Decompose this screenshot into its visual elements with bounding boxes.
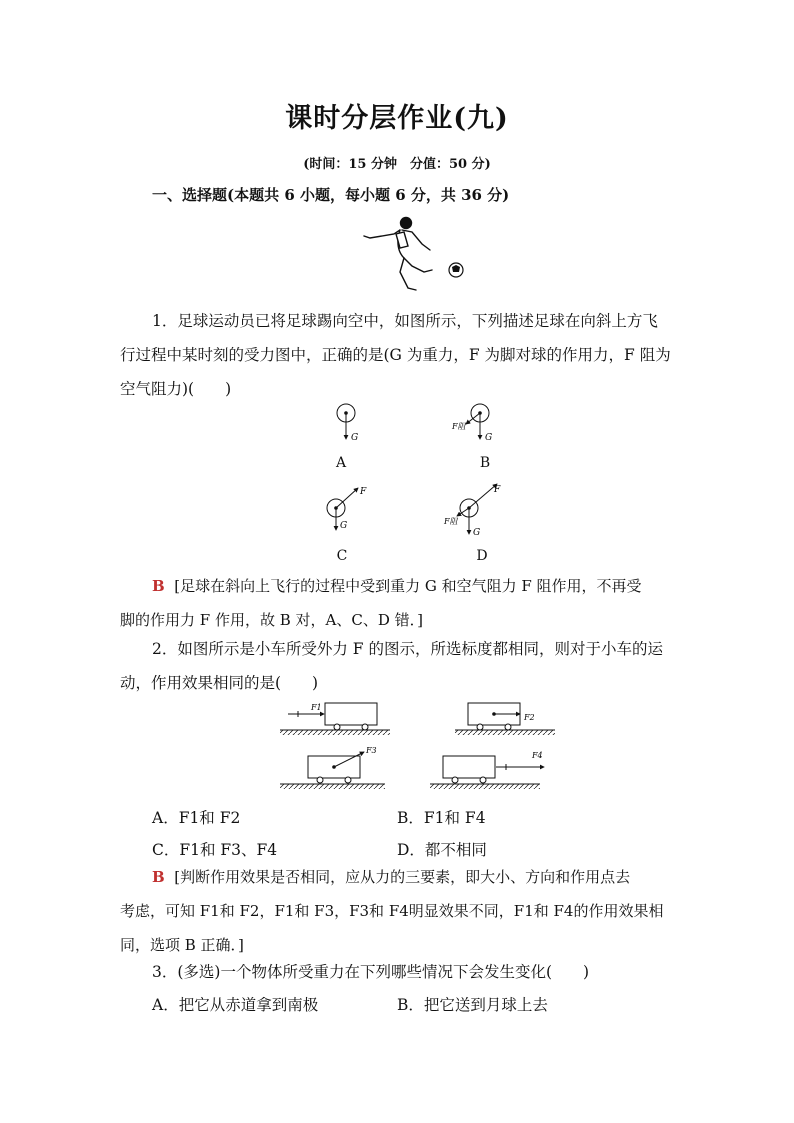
- f1-label: F1: [311, 703, 322, 712]
- f2-label: F2: [524, 713, 535, 722]
- d-fresist-label: F阻: [444, 517, 458, 526]
- q3-line1: 3．(多选)一个物体所受重力在下列哪些情况下会发生变化( ): [152, 963, 590, 981]
- q1-answer-line2: 脚的作用力 F 作用，故 B 对，A、C、D 错．]: [120, 611, 423, 629]
- label-b: B: [479, 455, 491, 471]
- q2-answer-line3: 同，选项 B 正确．]: [120, 936, 244, 954]
- soccer-player-illustration: [360, 214, 470, 296]
- q1-line3: 空气阻力)( ): [120, 380, 232, 398]
- q2-option-c: C．F1和 F3、F4: [152, 841, 278, 859]
- q1-answer-letter: B: [152, 577, 165, 595]
- cart-1: [280, 703, 390, 735]
- q3-option-a: A．把它从赤道拿到南极: [152, 996, 319, 1014]
- q2-line1: 2．如图所示是小车所受外力 F 的图示，所选标度都相同，则对于小车的运: [152, 640, 663, 658]
- section-heading: 一、选择题(本题共 6 小题，每小题 6 分，共 36 分): [152, 186, 510, 204]
- b-fresist-label: F阻: [452, 422, 466, 431]
- b-g-label: G: [485, 433, 493, 443]
- question-2-text: [120, 632, 674, 700]
- d-f-label: F: [494, 485, 501, 495]
- time-score-info: (时间：15 分钟 分值：50 分): [303, 157, 491, 172]
- label-d: D: [476, 548, 488, 564]
- q1-answer: [120, 569, 674, 637]
- q3-option-b: B．把它送到月球上去: [397, 996, 548, 1014]
- q2-answer: [120, 860, 674, 962]
- question-1-text: [120, 304, 674, 406]
- c-f-label: F: [360, 487, 367, 497]
- q1-force-diagrams: [320, 396, 530, 548]
- q1-line1: 1．足球运动员已将足球踢向空中，如图所示，下列描述足球在向斜上方飞: [152, 312, 658, 330]
- q2-cart-diagrams: [280, 698, 560, 794]
- q2-answer-line1: [判断作用效果是否相同，应从力的三要素，即大小、方向和作用点去: [174, 868, 631, 886]
- q1-answer-line1: [足球在斜向上飞行的过程中受到重力 G 和空气阻力 F 阻作用，不再受: [174, 577, 642, 595]
- diagram-d: [457, 484, 497, 534]
- q2-answer-line2: 考虑，可知 F1和 F2，F1和 F3，F3和 F4明显效果不同，F1和 F4的作用效果相: [120, 902, 664, 920]
- d-g-label: G: [473, 528, 481, 538]
- f3-label: F3: [366, 746, 377, 755]
- q2-option-b: B．F1和 F4: [397, 809, 486, 827]
- q2-line2: 动，作用效果相同的是( ): [120, 674, 319, 692]
- cart-3: [280, 752, 385, 789]
- cart-2: [455, 703, 555, 735]
- label-c: C: [336, 548, 348, 564]
- a-g-label: G: [351, 433, 359, 443]
- q2-answer-letter: B: [152, 868, 165, 886]
- q2-option-d: D．都不相同: [397, 841, 487, 859]
- c-g-label: G: [340, 521, 348, 531]
- page-title: 课时分层作业(九): [285, 103, 509, 134]
- label-a: A: [335, 455, 347, 471]
- question-3-text: [120, 955, 674, 989]
- f4-label: F4: [532, 751, 543, 760]
- cart-4: [430, 756, 544, 789]
- q1-line2: 行过程中某时刻的受力图中，正确的是(G 为重力，F 为脚对球的作用力，F 阻为: [120, 346, 671, 364]
- q2-option-a: A．F1和 F2: [152, 809, 241, 827]
